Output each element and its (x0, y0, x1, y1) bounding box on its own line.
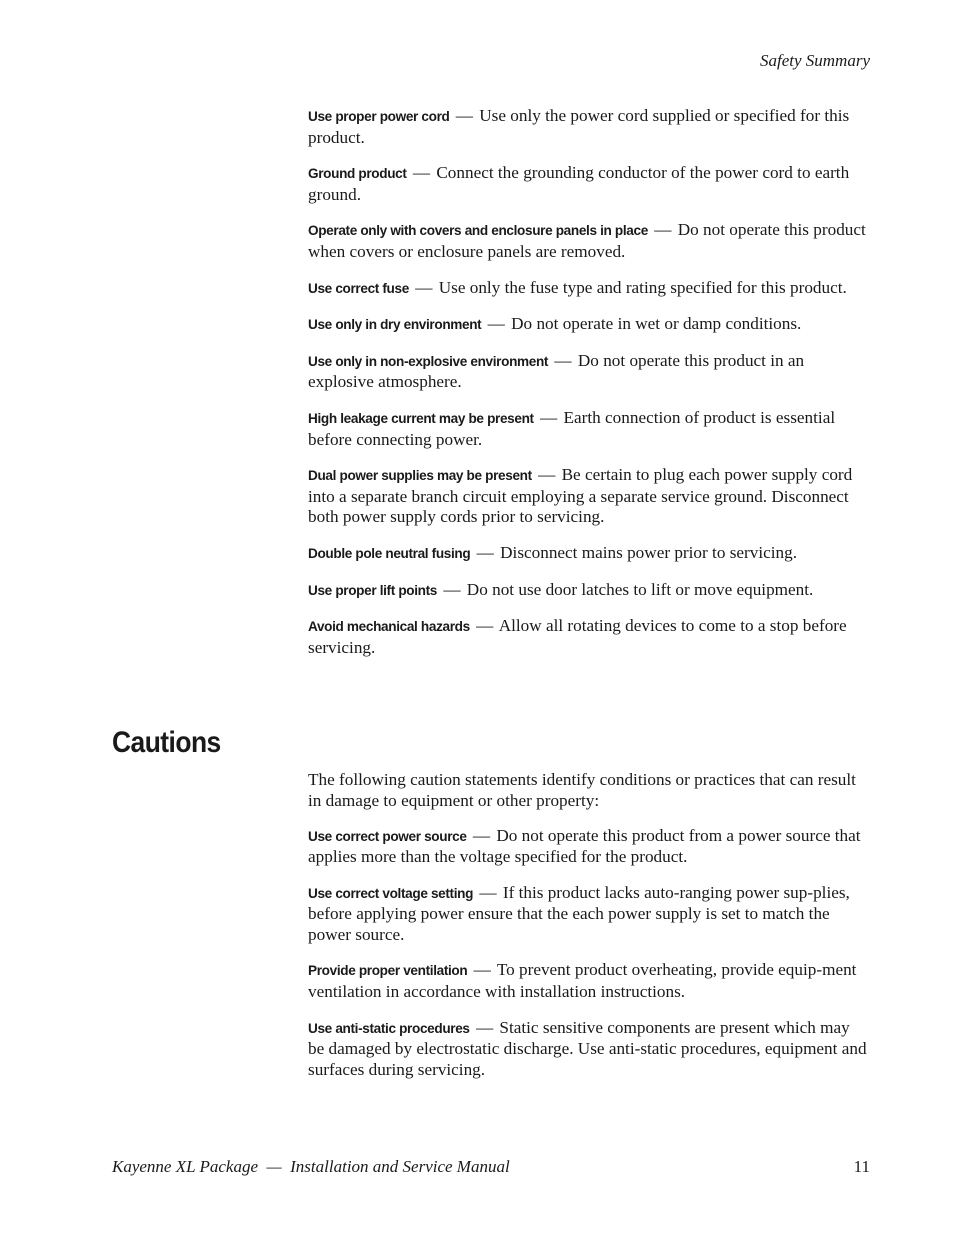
em-dash: — (475, 1017, 494, 1037)
caution-text: If this product lacks auto-ranging power sup-plies, before applying power ensure that the each power supply is set to match the power source. (308, 882, 850, 944)
caution-item (308, 960, 870, 1002)
warning-text: Connect the grounding conductor of the power cord to earth ground. (308, 163, 850, 204)
warning-term: Ground product (308, 166, 407, 182)
caution-text: To prevent product overheating, provide equip-ment ventilation in accordance with installation instructions. (308, 960, 857, 1001)
warning-text: Be certain to plug each power supply cord into a separate branch circuit employing a separate service ground. Disconnect both power supply cords prior to servicing. (308, 465, 853, 527)
em-dash: — (455, 106, 473, 125)
warning-text: Do not use door latches to lift or move equipment. (466, 579, 814, 599)
caution-term: Use correct power source (308, 828, 467, 844)
warning-item (308, 106, 870, 148)
warning-text: Do not operate this product in an explosive atmosphere. (308, 350, 805, 392)
warning-text: Use only the power cord supplied or specified for this product. (308, 106, 850, 147)
warning-text: Do not operate this product when covers or enclosure panels are removed. (308, 220, 866, 261)
caution-text: Do not operate this product from a power source that applies more than the voltage specified for the product. (308, 825, 861, 867)
warning-term: Use correct fuse (308, 280, 409, 296)
em-dash: — (540, 408, 558, 428)
warnings-list (308, 106, 870, 674)
caution-text: Static sensitive components are present which may be damaged by electrostatic discharge. Use anti-static procedures, equipment and surfaces during servicing. (308, 1017, 867, 1079)
warning-text: Do not operate in wet or damp conditions. (511, 314, 802, 334)
em-dash: — (415, 277, 433, 297)
warning-item (308, 314, 870, 336)
cautions-list (308, 770, 870, 1095)
warning-item (308, 465, 870, 528)
em-dash: — (476, 616, 494, 636)
section-heading-cautions: Cautions (112, 726, 221, 759)
warning-text: Disconnect mains power prior to servicing. (500, 543, 798, 562)
warning-term: Use only in non-explosive environment (308, 353, 549, 369)
warning-term: Use proper power cord (308, 109, 450, 124)
manual-title: Kayenne XL Package — Installation and Service Manual (112, 1157, 510, 1176)
em-dash: — (479, 882, 497, 902)
caution-item (308, 1018, 870, 1081)
caution-term: Provide proper ventilation (308, 963, 468, 979)
em-dash: — (476, 543, 494, 562)
warning-item (308, 278, 870, 300)
warning-term: High leakage current may be present (308, 411, 534, 427)
warning-term: Use proper lift points (308, 582, 438, 598)
warning-term: Double pole neutral fusing (308, 546, 471, 561)
warning-term: Dual power supplies may be present (308, 468, 532, 484)
page-footer (112, 1157, 870, 1177)
em-dash: — (473, 960, 491, 980)
warning-item (308, 163, 870, 205)
warning-item (308, 616, 870, 658)
caution-item (308, 883, 870, 946)
warning-item (308, 543, 870, 565)
warning-term: Use only in dry environment (308, 317, 482, 333)
em-dash: — (554, 350, 572, 370)
warning-item (308, 408, 870, 450)
warning-text: Use only the fuse type and rating specified for this product. (438, 277, 847, 297)
caution-term: Use correct voltage setting (308, 885, 474, 901)
em-dash: — (487, 314, 505, 334)
running-header: Safety Summary (759, 51, 870, 70)
cautions-intro: The following caution statements identify conditions or practices that can result in damage to equipment or other property: (308, 770, 856, 810)
em-dash: — (443, 579, 461, 599)
warning-term: Operate only with covers and enclosure panels in place (308, 223, 648, 239)
warning-item (308, 351, 870, 393)
em-dash: — (654, 220, 672, 240)
warning-item (308, 220, 870, 262)
em-dash: — (412, 163, 431, 183)
em-dash: — (472, 825, 491, 845)
warning-term: Avoid mechanical hazards (308, 619, 470, 635)
page-number: 11 (853, 1157, 870, 1176)
warning-item (308, 580, 870, 602)
em-dash: — (538, 465, 556, 485)
caution-item (308, 826, 870, 868)
warning-text: Earth connection of product is essential before connecting power. (308, 408, 836, 449)
caution-term: Use anti-static procedures (308, 1020, 470, 1036)
warning-text: Allow all rotating devices to come to a stop before servicing. (308, 616, 847, 657)
